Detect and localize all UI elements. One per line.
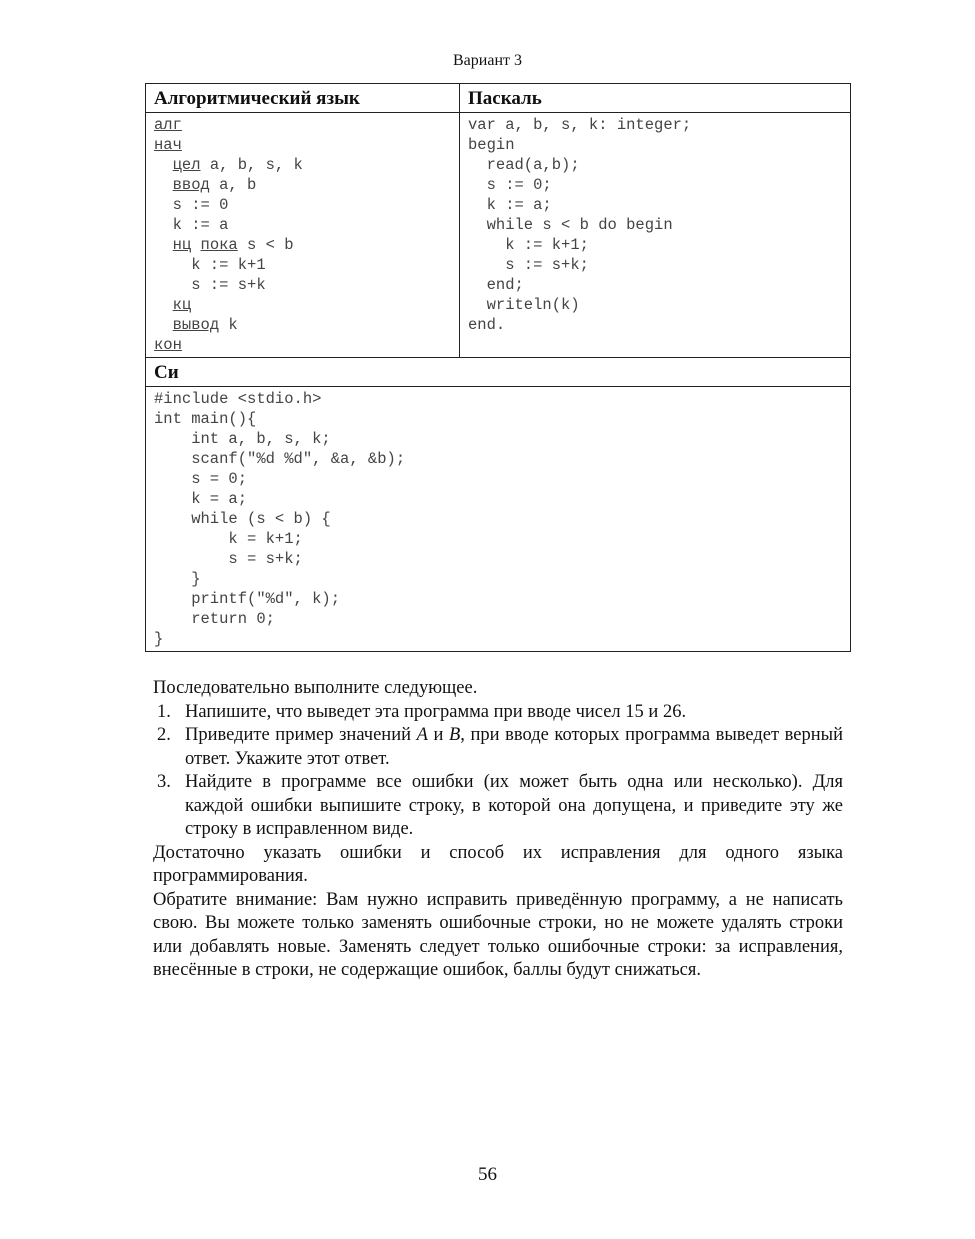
alg-code-text: k := k+1 <box>154 256 266 274</box>
task-item <box>153 724 843 771</box>
c-code-cell <box>146 387 851 652</box>
variable-name: B <box>448 725 461 745</box>
pascal-header: Паскаль <box>460 84 851 113</box>
alg-code-text: s := 0 <box>154 196 229 214</box>
task-item <box>153 701 843 725</box>
alg-code-text <box>154 316 173 334</box>
alg-code-text: k := a <box>154 216 229 234</box>
alg-keyword: кц <box>172 296 192 314</box>
alg-code-text: k <box>219 316 238 334</box>
task-item <box>153 771 843 842</box>
alg-keyword: цел <box>172 156 201 174</box>
pascal-code-block: var a, b, s, k: integer; begin read(a,b); s := 0; k := a; while s < b do begin k := k+1; s := s+k; end; writeln(k) end. <box>468 116 692 334</box>
alg-keyword: нц <box>172 236 192 254</box>
task-item-text: и <box>427 725 449 745</box>
variant-label: Вариант 3 <box>453 52 522 69</box>
c-header: Си <box>146 358 851 387</box>
code-table <box>145 83 851 652</box>
task-list <box>153 701 843 842</box>
alg-code-text: a, b <box>209 176 257 194</box>
task-number: 2. <box>157 725 171 745</box>
alg-keyword: вывод <box>172 316 220 334</box>
alg-code-text <box>191 236 200 254</box>
table-code-row <box>146 113 851 358</box>
task-intro: Последовательно выполните следующее. <box>153 678 478 698</box>
alg-code-text: s := s+k <box>154 276 266 294</box>
alg-code-block <box>154 115 451 355</box>
alg-language-header: Алгоритмический язык <box>146 84 460 113</box>
alg-keyword: пока <box>200 236 238 254</box>
alg-keyword: нач <box>154 136 182 154</box>
alg-code-cell <box>146 113 460 358</box>
task-item-text: Найдите в программе все ошибки (их может быть одна или несколько). Для каждой ошибки выпишите строку, в которой она допущена, и приведите эту же строку в исправленном виде. <box>185 772 843 839</box>
c-header-row <box>146 358 851 387</box>
task-item-text: Напишите, что выведет эта программа при вводе чисел 15 и 26. <box>185 701 687 722</box>
alg-code-text <box>154 156 173 174</box>
task-text <box>153 677 843 983</box>
alg-keyword: алг <box>154 116 182 134</box>
variable-name: A <box>416 725 428 745</box>
alg-code-text: a, b, s, k <box>200 156 303 174</box>
alg-keyword: кон <box>154 336 182 354</box>
task-note-language: Достаточно указать ошибки и способ их исправления для одного языка программирования. <box>153 842 843 886</box>
task-number: 3. <box>157 772 171 792</box>
task-item-text: Приведите пример значений <box>185 725 417 745</box>
alg-code-text: s < b <box>237 236 294 254</box>
alg-keyword: ввод <box>172 176 210 194</box>
task-item-text: , при вводе которых программа выведет верный ответ. Укажите этот ответ. <box>185 725 843 769</box>
pascal-code-cell <box>460 113 851 358</box>
alg-code-text <box>154 176 173 194</box>
task-note-attention: Обратите внимание: Вам нужно исправить приведённую программу, а не написать свою. Вы можете только заменять ошибочные строки, но не можете удалять строки или добавлять новые. Заменять следует только ошибочные строки: за исправления, внесённые в строки, не содержащие ошибок, баллы будут снижаться. <box>153 889 843 980</box>
c-code-row <box>146 387 851 652</box>
task-number: 1. <box>157 701 171 722</box>
page-number: 56 <box>478 1164 497 1185</box>
table-header-row <box>146 84 851 113</box>
alg-code-text <box>154 236 173 254</box>
alg-code-text <box>154 296 173 314</box>
c-code-block: #include <stdio.h> int main(){ int a, b, s, k; scanf("%d %d", &a, &b); s = 0; k = a; while (s < b) { k = k+1; s = s+k; } printf("%d", k); return 0; } <box>154 390 406 648</box>
